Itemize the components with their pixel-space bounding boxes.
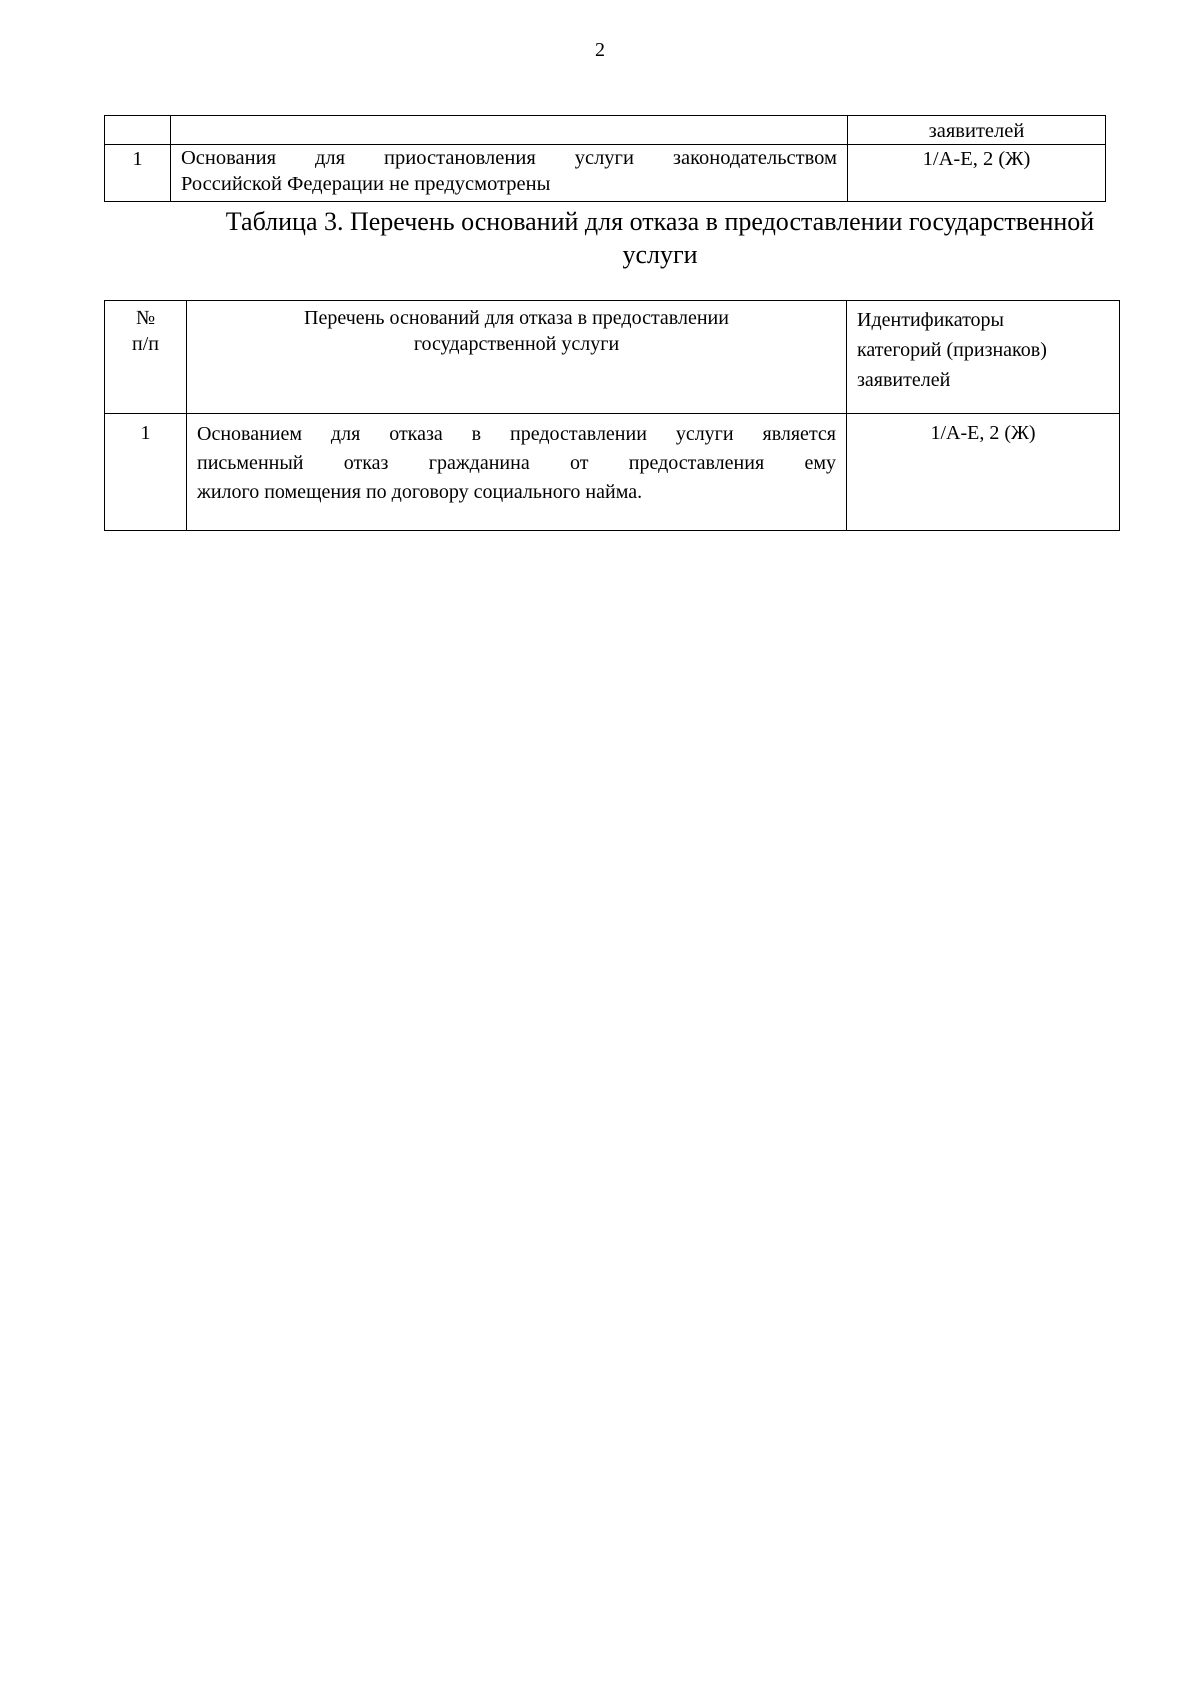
continuation-header-num-cell: [105, 116, 171, 145]
table3-caption: [150, 205, 1170, 271]
table3-caption-line: услуги: [622, 240, 698, 269]
table3-caption-line: Таблица 3. Перечень оснований для отказа в предоставлении государственной: [225, 207, 1095, 236]
row-text-line: Основания для приостановления услуги законодательством: [181, 147, 837, 169]
row-text-line: письменный отказ гражданина от предоставления ему: [197, 452, 836, 474]
table3-header-ids-cell: [847, 301, 1120, 414]
continuation-header-ids-label: заявителей: [928, 120, 1025, 142]
row-ids: 1/А-Е, 2 (Ж): [922, 148, 1031, 170]
header-ids-line: Идентификаторы: [857, 309, 1004, 331]
table3-header-reasons-cell: [187, 301, 847, 414]
row-num: 1: [140, 422, 151, 444]
continuation-header-ids-cell: [848, 116, 1106, 145]
row-num-cell: [105, 414, 187, 531]
row-ids-cell: [848, 145, 1106, 202]
header-num-symbol: №: [135, 307, 156, 329]
row-text-cell: [171, 145, 848, 202]
row-num-cell: [105, 145, 171, 202]
continuation-table: [104, 115, 1106, 202]
row-ids-cell: [847, 414, 1120, 531]
row-ids: 1/А-Е, 2 (Ж): [930, 422, 1036, 444]
header-ids-line: категорий (признаков): [857, 339, 1047, 361]
row-num: 1: [132, 148, 143, 170]
header-ids-line: заявителей: [857, 369, 951, 391]
continuation-table-header-row: [105, 116, 1106, 145]
table3-header-row: [105, 301, 1120, 414]
header-num-abbrev: п/п: [132, 333, 159, 355]
continuation-header-text-cell: [171, 116, 848, 145]
table3-header-num-cell: [105, 301, 187, 414]
row-text-line: жилого помещения по договору социального найма.: [197, 481, 643, 503]
header-reasons-line: государственной услуги: [413, 333, 620, 355]
row-text-line: Основанием для отказа в предоставлении услуги является: [197, 423, 836, 445]
table-row: [105, 414, 1120, 531]
row-text-line: Российской Федерации не предусмотрены: [181, 173, 551, 195]
table3: [104, 300, 1120, 531]
page-number: 2: [595, 39, 605, 61]
row-text-cell: [187, 414, 847, 531]
header-reasons-line: Перечень оснований для отказа в предоставлении: [304, 307, 729, 329]
table-row: [105, 145, 1106, 202]
